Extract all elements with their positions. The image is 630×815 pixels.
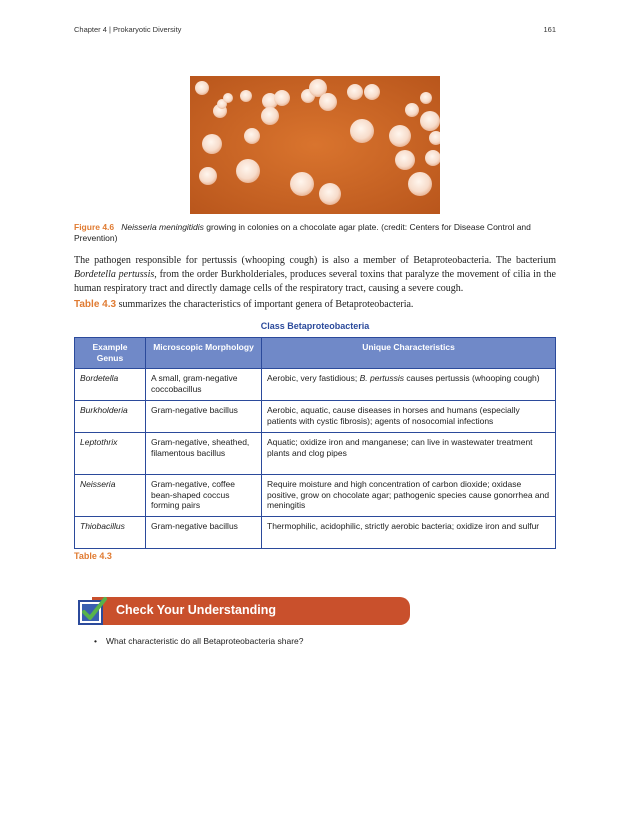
- cell-genus: Bordetella: [75, 369, 146, 401]
- char-text: Aerobic, very fastidious;: [267, 373, 360, 383]
- question-text: What characteristic do all Betaproteobacteria share?: [106, 636, 304, 646]
- cell-genus: Thiobacillus: [75, 517, 146, 549]
- cell-characteristics: Thermophilic, acidophilic, strictly aerobic bacteria; oxidize iron and sulfur: [262, 517, 556, 549]
- checkbox-check-icon: [78, 596, 108, 626]
- figure-caption-text: growing in colonies on a chocolate agar plate. (credit: Centers for Disease Control and Prevention): [74, 222, 531, 243]
- col-header-genus: Example Genus: [75, 338, 146, 369]
- cell-morphology: Gram-negative bacillus: [146, 517, 262, 549]
- cell-characteristics: Require moisture and high concentration of carbon dioxide; oxidase positive, grow on chocolate agar; pathogenic species cause gonorrhea and meningitis: [262, 475, 556, 517]
- cell-morphology: A small, gram-negative coccobacillus: [146, 369, 262, 401]
- question-list: [94, 636, 304, 646]
- col-header-characteristics: Unique Characteristics: [262, 338, 556, 369]
- char-text: causes pertussis (whooping cough): [404, 373, 540, 383]
- paragraph-pertussis: [74, 254, 556, 296]
- check-understanding-banner: [78, 596, 410, 626]
- table-row: [75, 401, 556, 433]
- table-label: Table 4.3: [74, 551, 112, 561]
- paragraph-text: summarizes the characteristics of important genera of Betaproteobacteria.: [116, 299, 414, 310]
- table-title: Class Betaproteobacteria: [260, 321, 370, 331]
- chapter-title: Chapter 4 | Prokaryotic Diversity: [74, 25, 182, 34]
- cell-characteristics: Aquatic; oxidize iron and manganese; can live in wastewater treatment plants and clog pipes: [262, 433, 556, 475]
- paragraph-text: The pathogen responsible for pertussis (whooping cough) is also a member of Betaproteobacteria. The bacterium: [74, 255, 556, 266]
- cell-characteristics: Aerobic, aquatic, cause diseases in horses and humans (especially patients with cystic fibrosis); agents of nosocomial infections: [262, 401, 556, 433]
- table-row: [75, 517, 556, 549]
- table-row: [75, 369, 556, 401]
- bullet-icon: •: [94, 636, 97, 646]
- cell-characteristics: [262, 369, 556, 401]
- cell-genus: Neisseria: [75, 475, 146, 517]
- page-header: [74, 25, 556, 37]
- cell-morphology: Gram-negative bacillus: [146, 401, 262, 433]
- cell-genus: Burkholderia: [75, 401, 146, 433]
- char-species: B. pertussis: [359, 373, 405, 383]
- cell-morphology: Gram-negative, sheathed, filamentous bacillus: [146, 433, 262, 475]
- cell-genus: Leptothrix: [75, 433, 146, 475]
- check-understanding-title: Check Your Understanding: [116, 603, 276, 617]
- agar-plate-photo: [190, 76, 440, 214]
- figure-label: Figure 4.6: [74, 222, 115, 232]
- table-row: [75, 475, 556, 517]
- figure-caption: [74, 222, 556, 244]
- table-row: [75, 433, 556, 475]
- betaproteobacteria-table: [74, 337, 556, 549]
- paragraph-species: Bordetella pertussis: [74, 269, 155, 280]
- col-header-morphology: Microscopic Morphology: [146, 338, 262, 369]
- paragraph-table-ref: [74, 298, 556, 312]
- figure-caption-species: Neisseria meningitidis: [121, 222, 204, 232]
- paragraph-text: , from the order Burkholderiales, produces several toxins that paralyze the movement of cilia in the human respiratory tract and directly damage cells of the respiratory tract, causing a severe cough.: [74, 269, 556, 294]
- table-link[interactable]: Table 4.3: [74, 299, 117, 310]
- table-header-row: [75, 338, 556, 369]
- page-number: 161: [543, 25, 556, 34]
- cell-morphology: Gram-negative, coffee bean-shaped coccus forming pairs: [146, 475, 262, 517]
- list-item: [94, 636, 304, 646]
